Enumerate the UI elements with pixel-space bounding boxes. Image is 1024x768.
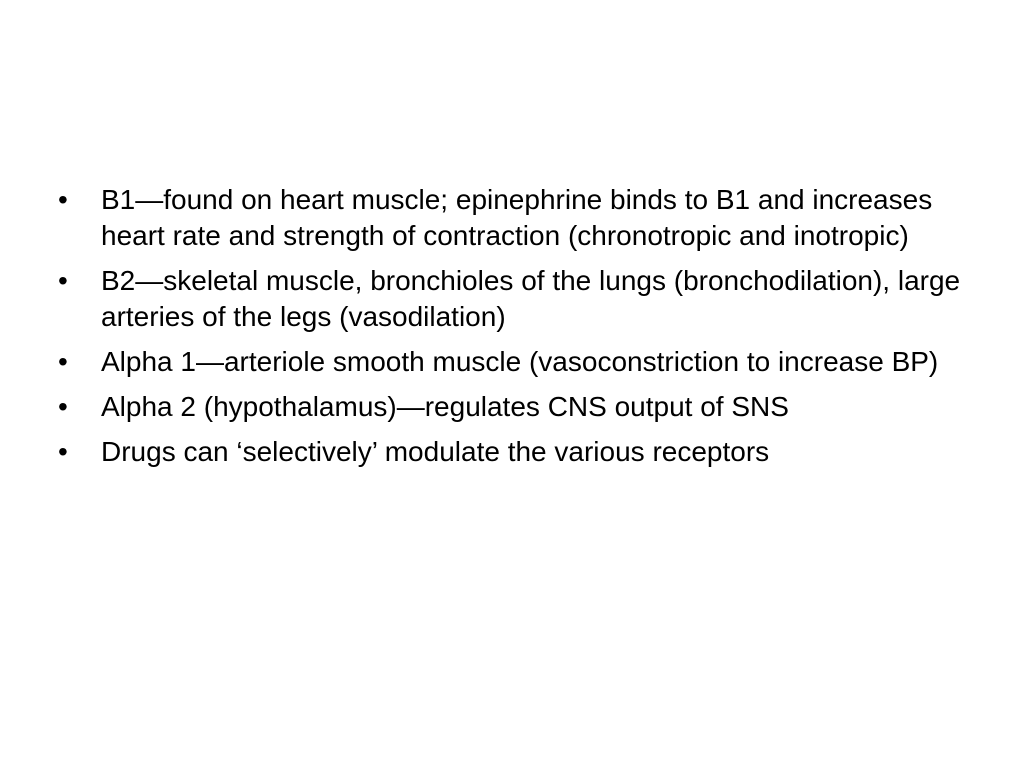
bullet-text: B2—skeletal muscle, bronchioles of the lungs (bronchodilation), large arteries of the legs (vasodilation) (101, 265, 961, 332)
bullet-item-b1 (58, 182, 978, 254)
bullet-marker: • (58, 265, 68, 296)
bullet-list (58, 182, 978, 479)
bullet-marker: • (58, 436, 68, 467)
bullet-item-alpha-1 (58, 344, 978, 380)
bullet-text: Drugs can ‘selectively’ modulate the various receptors (101, 436, 770, 467)
bullet-marker: • (58, 184, 68, 215)
bullet-item-b2 (58, 263, 978, 335)
bullet-marker: • (58, 346, 68, 377)
bullet-text: B1—found on heart muscle; epinephrine binds to B1 and increases heart rate and strength of contraction (chronotropic and inotropic) (101, 184, 933, 251)
bullet-item-alpha-2 (58, 389, 978, 425)
bullet-marker: • (58, 391, 68, 422)
bullet-text: Alpha 1—arteriole smooth muscle (vasoconstriction to increase BP) (101, 346, 939, 377)
bullet-item-drugs (58, 434, 978, 470)
bullet-text: Alpha 2 (hypothalamus)—regulates CNS output of SNS (101, 391, 789, 422)
